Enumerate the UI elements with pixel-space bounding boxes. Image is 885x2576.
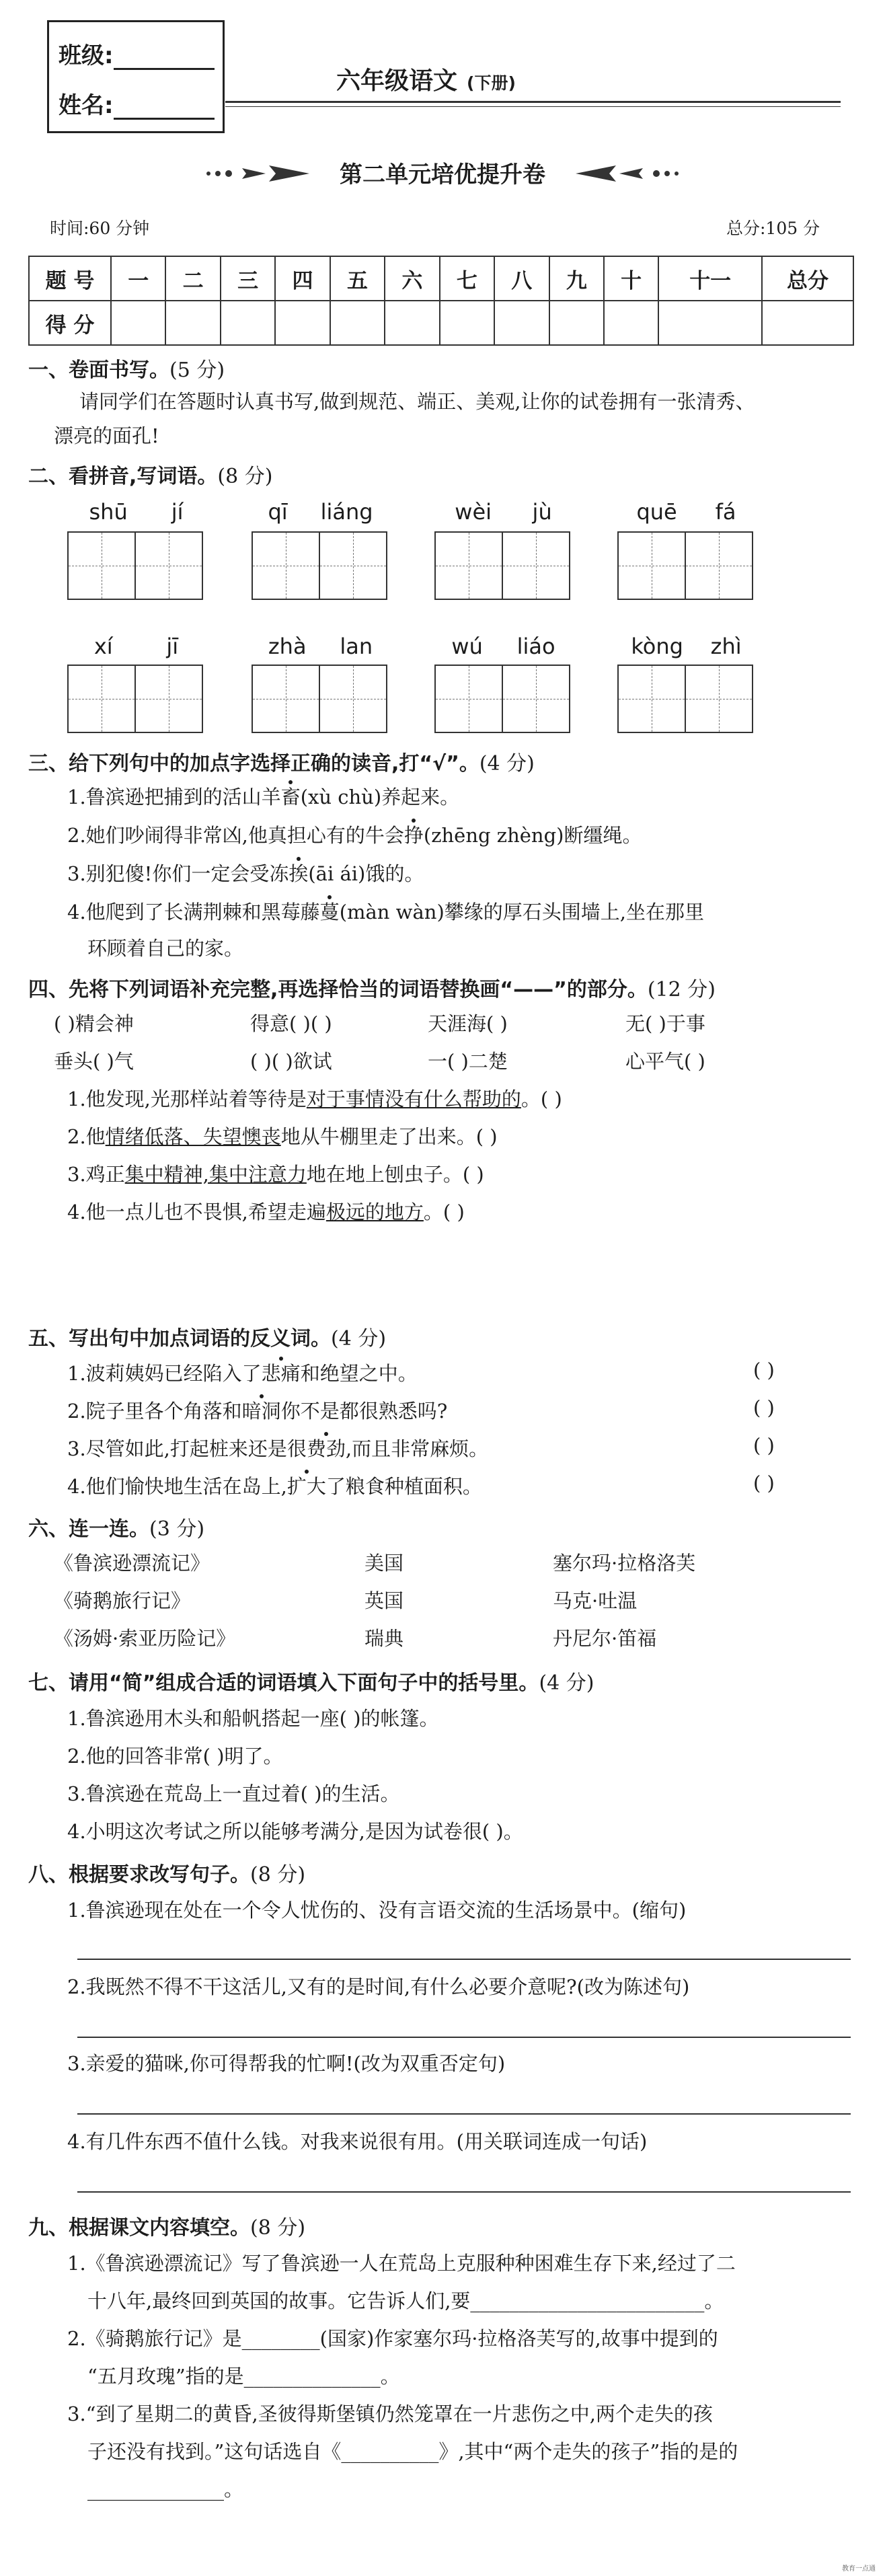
question-8-3: 3.亲爱的猫咪,你可得帮我的忙啊!(改为双重否定句)	[67, 2052, 506, 2075]
writing-box[interactable]	[685, 665, 753, 733]
question-9-3-cont[interactable]: ______________。	[87, 2478, 244, 2501]
section-1-text: 请同学们在答题时认真书写,做到规范、端正、美观,让你的试卷拥有一张清秀、	[79, 390, 755, 413]
question-9-3: 3.“到了星期二的黄昏,圣彼得斯堡镇仍然笼罩在一片悲伤之中,两个走失的孩	[67, 2402, 713, 2425]
score-header-cell: 六	[385, 256, 439, 301]
writing-box[interactable]	[252, 531, 320, 600]
idiom-item[interactable]: 得意( )( )	[250, 1012, 332, 1035]
section-1-text: 漂亮的面孔!	[54, 424, 159, 447]
question-3-3: 3.别犯傻!你们一定会受冻挨(āi ái)饿的。	[67, 862, 424, 885]
question-7-4: 4.小明这次考试之所以能够考满分,是因为试卷很( )。	[67, 1820, 523, 1843]
left-ornament-icon	[202, 153, 316, 194]
idiom-item[interactable]: ( )( )欲试	[250, 1050, 332, 1073]
score-input-cell[interactable]	[549, 301, 604, 345]
section-9-title: 九、根据课文内容填空。(8 分)	[28, 2216, 306, 2240]
match-country[interactable]: 瑞典	[364, 1627, 404, 1650]
question-3-4-cont: 环顾着自己的家。	[87, 937, 244, 960]
writing-box[interactable]	[434, 531, 503, 600]
answer-paren[interactable]: ( )	[753, 1396, 775, 1419]
answer-line[interactable]	[77, 2191, 851, 2193]
score-input-cell[interactable]	[440, 301, 494, 345]
writing-box[interactable]	[617, 531, 686, 600]
question-5-4: 4.他们愉快地生活在岛上,扩大了粮食种植面积。	[67, 1475, 482, 1498]
idiom-item[interactable]: 垂头( )气	[54, 1050, 134, 1073]
section-5-title: 五、写出句中加点词语的反义词。(4 分)	[28, 1327, 387, 1351]
score-header-cell: 一	[111, 256, 165, 301]
score-input-cell[interactable]	[275, 301, 330, 345]
question-3-2: 2.她们吵闹得非常凶,他真担心有的牛会挣(zhēng zhèng)断缰绳。	[67, 824, 642, 847]
pinyin-group: xí jī	[93, 634, 179, 659]
question-7-3: 3.鲁滨逊在荒岛上一直过着( )的生活。	[67, 1782, 400, 1805]
page-mark: 教育一点通	[842, 2565, 876, 2573]
pinyin-group: kòng zhì	[631, 634, 742, 659]
idiom-item[interactable]: 一( )二楚	[428, 1050, 508, 1073]
section-4-title: 四、先将下列词语补充完整,再选择恰当的词语替换画“——”的部分。(12 分)	[28, 978, 716, 1001]
score-input-cell[interactable]	[494, 301, 549, 345]
class-field[interactable]: 班级:	[59, 37, 215, 70]
score-header-cell: 十一	[658, 256, 762, 301]
score-label-cell: 得 分	[29, 301, 111, 345]
writing-box[interactable]	[67, 665, 136, 733]
name-field[interactable]: 姓名:	[59, 87, 215, 120]
match-country[interactable]: 美国	[364, 1552, 404, 1575]
section-3-title: 三、给下列句中的加点字选择正确的读音,打“√”。(4 分)	[28, 752, 535, 775]
score-table	[28, 256, 854, 346]
exam-total: 总分:105 分	[726, 219, 820, 238]
score-header-cell: 总分	[762, 256, 853, 301]
section-6-title: 六、连一连。(3 分)	[28, 1517, 205, 1541]
score-header-cell: 题 号	[29, 256, 111, 301]
match-author[interactable]: 马克·吐温	[553, 1589, 638, 1612]
pinyin-group: quē fá	[636, 499, 736, 525]
grade-title: 六年级语文 (下册)	[336, 67, 516, 95]
score-input-cell[interactable]	[221, 301, 275, 345]
score-header-cell: 五	[330, 256, 385, 301]
score-input-cell[interactable]	[604, 301, 658, 345]
header-rule-thin	[225, 106, 841, 107]
question-5-3: 3.尽管如此,打起桩来还是很费劲,而且非常麻烦。	[67, 1437, 489, 1460]
score-header-cell: 三	[221, 256, 275, 301]
question-7-2: 2.他的回答非常( )明了。	[67, 1745, 283, 1768]
writing-box[interactable]	[319, 665, 387, 733]
score-input-cell[interactable]	[165, 301, 220, 345]
score-input-cell[interactable]	[762, 301, 853, 345]
section-8-title: 八、根据要求改写句子。(8 分)	[28, 1863, 306, 1887]
writing-box[interactable]	[252, 665, 320, 733]
answer-line[interactable]	[77, 2037, 851, 2038]
header-rule	[225, 101, 841, 103]
idiom-item[interactable]: ( )精会神	[54, 1012, 134, 1035]
score-header-cell: 八	[494, 256, 549, 301]
writing-box[interactable]	[617, 665, 686, 733]
answer-line[interactable]	[77, 2113, 851, 2115]
student-info-box	[47, 20, 225, 133]
pinyin-group: qī liáng	[268, 499, 373, 525]
writing-box[interactable]	[502, 531, 570, 600]
idiom-item[interactable]: 天涯海( )	[428, 1012, 508, 1035]
idiom-item[interactable]: 心平气( )	[625, 1050, 705, 1073]
score-header-cell: 二	[165, 256, 220, 301]
match-author[interactable]: 塞尔玛·拉格洛芙	[553, 1552, 696, 1575]
right-ornament-icon	[569, 153, 683, 194]
writing-box[interactable]	[67, 531, 136, 600]
score-input-cell[interactable]	[658, 301, 762, 345]
score-header-cell: 七	[440, 256, 494, 301]
question-4-2: 2.他情绪低落、失望懊丧地从牛棚里走了出来。( )	[67, 1125, 498, 1148]
match-author[interactable]: 丹尼尔·笛福	[553, 1627, 657, 1650]
answer-paren[interactable]: ( )	[753, 1359, 775, 1381]
match-book[interactable]: 《汤姆·索亚历险记》	[54, 1627, 236, 1650]
match-book[interactable]: 《鲁滨逊漂流记》	[54, 1552, 210, 1575]
question-8-2: 2.我既然不得不干这活儿,又有的是时间,有什么必要介意呢?(改为陈述句)	[67, 1975, 690, 1998]
pinyin-group: wèi jù	[455, 499, 552, 525]
question-9-1-cont[interactable]: 十八年,最终回到英国的故事。它告诉人们,要________________________。	[87, 2289, 724, 2312]
question-8-4: 4.有几件东西不值什么钱。对我来说很有用。(用关联词连成一句话)	[67, 2130, 648, 2153]
pinyin-group: wú liáo	[451, 634, 555, 659]
question-5-2: 2.院子里各个角落和暗洞你不是都很熟悉吗?	[67, 1400, 448, 1423]
question-5-1: 1.波莉姨妈已经陷入了悲痛和绝望之中。	[67, 1362, 418, 1385]
answer-paren[interactable]: ( )	[753, 1472, 775, 1494]
pinyin-group: shū jí	[89, 499, 184, 525]
score-header-cell: 十	[604, 256, 658, 301]
section-2-title: 二、看拼音,写词语。(8 分)	[28, 465, 273, 488]
exam-time: 时间:60 分钟	[50, 219, 150, 238]
writing-box[interactable]	[134, 531, 203, 600]
question-4-3: 3.鸡正集中精神,集中注意力地在地上刨虫子。( )	[67, 1163, 484, 1186]
idiom-item[interactable]: 无( )于事	[625, 1012, 705, 1035]
score-input-cell[interactable]	[385, 301, 439, 345]
question-7-1: 1.鲁滨逊用木头和船帆搭起一座( )的帐篷。	[67, 1707, 439, 1730]
question-9-2[interactable]: 2.《骑鹅旅行记》是________(国家)作家塞尔玛·拉格洛芙写的,故事中提到的	[67, 2327, 718, 2350]
question-9-1: 1.《鲁滨逊漂流记》写了鲁滨逊一人在荒岛上克服种种困难生存下来,经过了二	[67, 2252, 736, 2275]
section-1-title: 一、卷面书写。(5 分)	[28, 358, 225, 382]
pinyin-group: zhà lan	[268, 634, 373, 659]
writing-box[interactable]	[434, 665, 503, 733]
section-7-title: 七、请用“简”组成合适的词语填入下面句子中的括号里。(4 分)	[28, 1671, 594, 1695]
question-9-2-cont[interactable]: “五月玫瑰”指的是______________。	[87, 2365, 400, 2388]
score-input-cell[interactable]	[111, 301, 165, 345]
answer-line[interactable]	[77, 1959, 851, 1960]
writing-box[interactable]	[134, 665, 203, 733]
score-header-row	[29, 256, 853, 301]
score-input-cell[interactable]	[330, 301, 385, 345]
unit-title: 第二单元培优提升卷	[340, 161, 545, 188]
question-3-4: 4.他爬到了长满荆棘和黑莓藤蔓(màn wàn)攀缘的厚石头围墙上,坐在那里	[67, 901, 705, 923]
question-3-1: 1.鲁滨逊把捕到的活山羊畜(xù chù)养起来。	[67, 786, 460, 808]
answer-paren[interactable]: ( )	[753, 1434, 775, 1457]
question-4-4: 4.他一点儿也不畏惧,希望走遍极远的地方。( )	[67, 1201, 465, 1223]
match-book[interactable]: 《骑鹅旅行记》	[54, 1589, 191, 1612]
writing-box[interactable]	[319, 531, 387, 600]
match-country[interactable]: 英国	[364, 1589, 404, 1612]
writing-box[interactable]	[685, 531, 753, 600]
score-header-cell: 四	[275, 256, 330, 301]
writing-box[interactable]	[502, 665, 570, 733]
score-header-cell: 九	[549, 256, 604, 301]
question-8-1: 1.鲁滨逊现在处在一个令人忧伤的、没有言语交流的生活场景中。(缩句)	[67, 1899, 687, 1922]
question-4-1: 1.他发现,光那样站着等待是对于事情没有什么帮助的。( )	[67, 1088, 562, 1110]
question-9-3-cont[interactable]: 子还没有找到。”这句话选自《__________》,其中“两个走失的孩子”指的是的	[87, 2440, 738, 2463]
score-value-row	[29, 301, 853, 345]
